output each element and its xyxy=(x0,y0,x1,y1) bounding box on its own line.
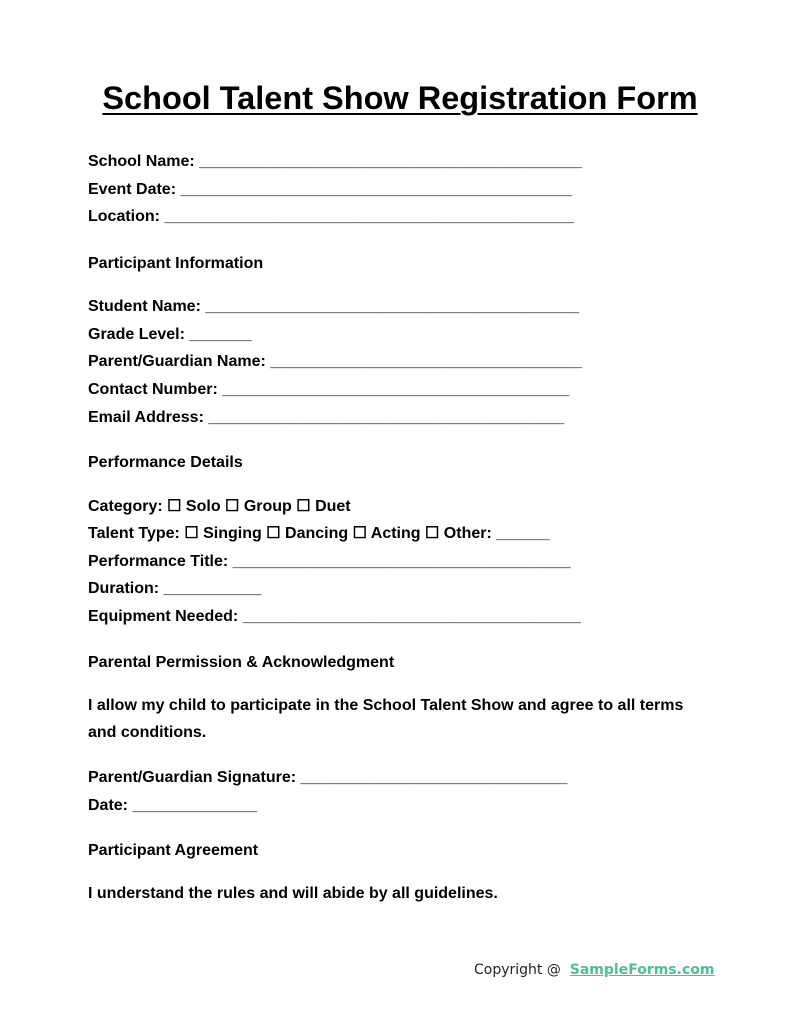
permission-text: I allow my child to participate in the School Talent Show and agree to all terms and conditions. xyxy=(88,697,684,741)
blank-line[interactable]: ________________________________________ xyxy=(208,409,565,426)
acting-checkbox[interactable]: ☐ Acting xyxy=(352,525,421,542)
signature-field xyxy=(88,768,567,788)
blank-line[interactable]: __________________________________________ xyxy=(205,298,580,315)
copyright-text: Copyright @ xyxy=(474,962,566,978)
form-title: School Talent Show Registration Form xyxy=(102,80,698,116)
agreement-text: I understand the rules and will abide by all guidelines. xyxy=(88,885,498,902)
label: Parent/Guardian Name: xyxy=(88,353,266,370)
student-name-field xyxy=(88,297,579,317)
singing-checkbox[interactable]: ☐ Singing xyxy=(184,525,262,542)
blank-line[interactable]: ______________________________________ xyxy=(232,553,571,570)
participant-heading: Participant Information xyxy=(88,255,264,272)
location-field xyxy=(88,207,574,227)
label: Grade Level: xyxy=(88,326,185,343)
contact-number-field xyxy=(88,380,569,400)
performance-title-field xyxy=(88,552,571,572)
blank-line[interactable]: _______________________________________ xyxy=(222,381,570,398)
blank-line[interactable]: ______________________________________ xyxy=(242,608,581,625)
duration-field xyxy=(88,579,261,599)
blank-line[interactable]: ____________________________________________ xyxy=(180,181,573,198)
grade-level-field xyxy=(88,325,252,345)
email-field xyxy=(88,408,564,428)
label: Equipment Needed: xyxy=(88,608,239,625)
blank-line[interactable]: ______________ xyxy=(132,797,258,814)
dancing-checkbox[interactable]: ☐ Dancing xyxy=(266,525,349,542)
blank-line[interactable]: ______________________________ xyxy=(300,769,568,786)
agreement-heading: Participant Agreement xyxy=(88,842,259,859)
label: Talent Type: xyxy=(88,525,180,542)
category-field xyxy=(88,497,351,517)
label: Performance Title: xyxy=(88,553,229,570)
equipment-field xyxy=(88,607,581,627)
school-name-field xyxy=(88,152,582,172)
event-date-field xyxy=(88,180,572,200)
permission-heading: Parental Permission & Acknowledgment xyxy=(88,654,395,671)
sampleforms-link[interactable]: SampleForms.com xyxy=(569,962,715,978)
label: Student Name: xyxy=(88,298,201,315)
blank-line[interactable]: ___________ xyxy=(163,580,262,597)
duet-checkbox[interactable]: ☐ Duet xyxy=(296,498,351,515)
guardian-name-field xyxy=(88,352,582,372)
label: Email Address: xyxy=(88,409,204,426)
label: Location: xyxy=(88,208,160,225)
label: Date: xyxy=(88,797,129,814)
label: School Name: xyxy=(88,153,195,170)
talent-type-field xyxy=(88,524,550,544)
label: Contact Number: xyxy=(88,381,218,398)
date-field xyxy=(88,796,257,816)
blank-line[interactable]: ______________________________________________ xyxy=(164,208,574,225)
blank-line[interactable]: _______ xyxy=(189,326,252,343)
group-checkbox[interactable]: ☐ Group xyxy=(225,498,292,515)
blank-line[interactable]: ___________________________________ xyxy=(270,353,582,370)
label: Parent/Guardian Signature: xyxy=(88,769,297,786)
label: Duration: xyxy=(88,580,160,597)
footer xyxy=(474,962,714,978)
label: Category: xyxy=(88,498,163,515)
solo-checkbox[interactable]: ☐ Solo xyxy=(167,498,221,515)
label: Event Date: xyxy=(88,181,177,198)
performance-heading: Performance Details xyxy=(88,454,243,471)
blank-line[interactable]: ___________________________________________ xyxy=(199,153,582,170)
other-checkbox[interactable]: ☐ Other: xyxy=(425,525,492,542)
blank-line[interactable]: ______ xyxy=(496,525,550,542)
